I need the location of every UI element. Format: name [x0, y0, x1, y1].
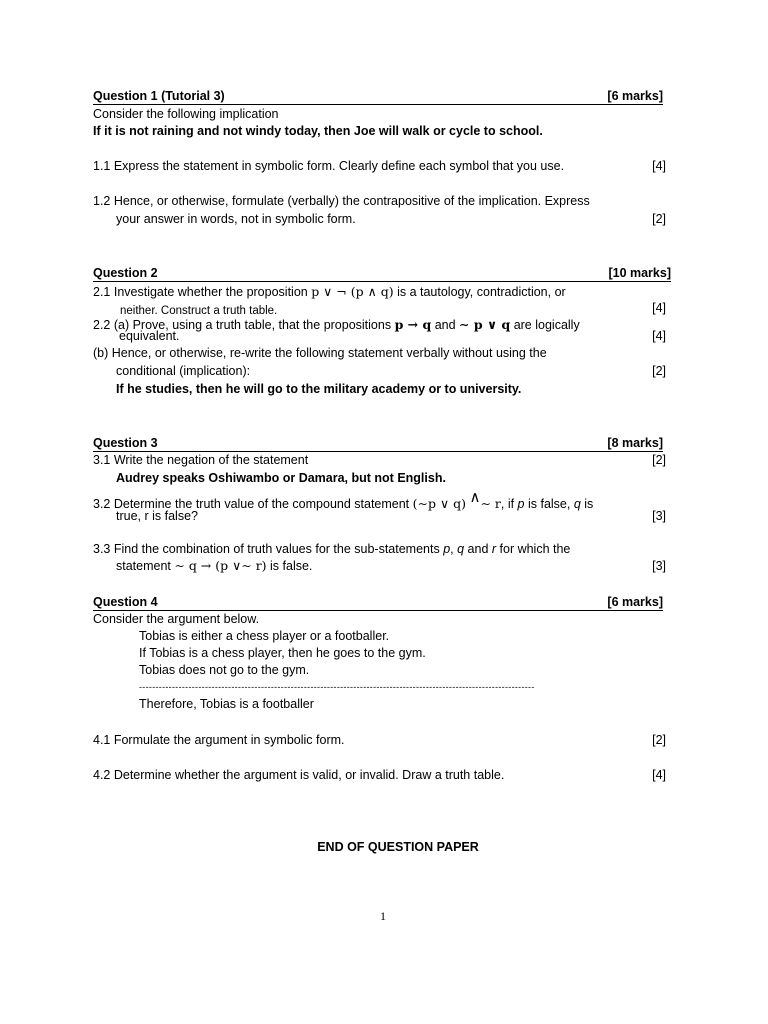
q2-b-line2: conditional (implication):: [116, 364, 251, 378]
q1-1-marks: [4]: [652, 159, 666, 173]
q2-1-marks: [4]: [652, 301, 666, 315]
question-4-header: [93, 594, 663, 611]
q3-3-post: for which the: [496, 542, 571, 556]
q2-b-line1: (b) Hence, or otherwise, re-write the following statement verbally without using the: [93, 346, 547, 360]
q4-1-marks: [2]: [652, 733, 666, 747]
q3-2-post-3: is: [580, 497, 594, 511]
q2-2-expression-2: ∼ p ∨ q: [459, 317, 511, 332]
q4-divider: ------------------------------------------------------------------------------------------------------------------------: [139, 682, 535, 692]
q3-2-pre: 3.2 Determine the truth value of the compound statement: [93, 497, 413, 511]
q2-1-line2: neither. Construct a truth table.: [120, 305, 278, 317]
question-3-marks: [8 marks]: [607, 436, 663, 450]
question-2-marks: [10 marks]: [608, 266, 671, 280]
q3-3-comma: ,: [450, 542, 458, 556]
q2-b-marks: [2]: [652, 364, 666, 378]
q4-intro: Consider the argument below.: [93, 612, 260, 626]
q3-3-marks: [3]: [652, 559, 666, 573]
q3-3-var-q: q: [457, 542, 465, 556]
q3-2-post-1: , if: [500, 497, 518, 511]
question-4-title: Question 4: [93, 595, 158, 609]
q2-2-pre: 2.2 (a) Prove, using a truth table, that the propositions: [93, 318, 395, 332]
q1-statement: If it is not raining and not windy today, then Joe will walk or cycle to school.: [93, 124, 543, 138]
q1-2-marks: [2]: [652, 212, 666, 226]
q3-3-expression: ∼ q → (p ∨∼ r): [174, 558, 267, 573]
page-number: 1: [380, 909, 386, 923]
q1-2-text-line1: 1.2 Hence, or otherwise, formulate (verbally) the contrapositive of the implication. Express: [93, 194, 590, 208]
q2-1-line1: [93, 284, 566, 300]
q3-3-line1: [93, 541, 570, 557]
q2-2-marks: [4]: [652, 329, 666, 343]
q2-1-post: is a tautology, contradiction, or: [393, 285, 566, 299]
q1-1-text: 1.1 Express the statement in symbolic form. Clearly define each symbol that you use.: [93, 159, 565, 173]
q3-3-pre: 3.3 Find the combination of truth values for the sub-statements: [93, 542, 444, 556]
question-1-header: [93, 88, 663, 105]
q3-3-line2: [116, 558, 312, 574]
q2-2-post: are logically: [510, 318, 580, 332]
q4-premise-2: If Tobias is a chess player, then he goes to the gym.: [139, 646, 426, 660]
q3-3-var-p: p: [443, 542, 451, 556]
q2-2-expression-1: p → q: [394, 317, 432, 332]
q4-2-marks: [4]: [652, 768, 666, 782]
q3-3-var-r: r: [491, 542, 497, 556]
q1-2-text-line2: your answer in words, not in symbolic form.: [116, 212, 356, 226]
question-1-marks: [6 marks]: [607, 89, 663, 103]
q2-2-and: and: [431, 318, 460, 332]
q3-2-marks: [3]: [652, 509, 666, 523]
question-3-title: Question 3: [93, 436, 158, 450]
q4-conclusion: Therefore, Tobias is a footballer: [139, 697, 314, 711]
question-3-header: [93, 435, 663, 452]
q3-2-expression: (∼p ∨ q): [412, 496, 466, 511]
q3-3-line2-pre: statement: [116, 559, 175, 573]
q1-intro: Consider the following implication: [93, 107, 279, 121]
q4-premise-1: Tobias is either a chess player or a footballer.: [139, 629, 390, 643]
q3-2-wedge: ∧: [469, 488, 481, 506]
q2-1-pre: 2.1 Investigate whether the proposition: [93, 285, 312, 299]
q4-1-text: 4.1 Formulate the argument in symbolic form.: [93, 733, 345, 747]
question-2-title: Question 2: [93, 266, 158, 280]
q3-3-line2-post: is false.: [266, 559, 313, 573]
question-2-header: [93, 265, 671, 282]
q2-b-statement: If he studies, then he will go to the military academy or to university.: [116, 382, 522, 396]
question-4-marks: [6 marks]: [607, 595, 663, 609]
q3-3-and: and: [464, 542, 492, 556]
q2-1-expression: p ∨ ¬ (p ∧ q): [311, 284, 394, 299]
q3-2-post-2: is false,: [524, 497, 574, 511]
q2-2-line2: equivalent.: [119, 329, 180, 343]
q3-2-q: q: [573, 497, 581, 511]
q4-premise-3: Tobias does not go to the gym.: [139, 663, 310, 677]
end-of-paper: END OF QUESTION PAPER: [317, 840, 479, 854]
q4-2-text: 4.2 Determine whether the argument is valid, or invalid. Draw a truth table.: [93, 768, 505, 782]
q3-2-expression-2: ∼ r: [480, 496, 501, 511]
question-1-title: Question 1 (Tutorial 3): [93, 89, 225, 103]
q3-1-marks: [2]: [652, 453, 666, 467]
q3-2-line2: true, r is false?: [116, 509, 198, 523]
q3-1-text: 3.1 Write the negation of the statement: [93, 453, 309, 467]
q3-1-statement: Audrey speaks Oshiwambo or Damara, but not English.: [116, 471, 446, 485]
q3-2-p: p: [517, 497, 525, 511]
